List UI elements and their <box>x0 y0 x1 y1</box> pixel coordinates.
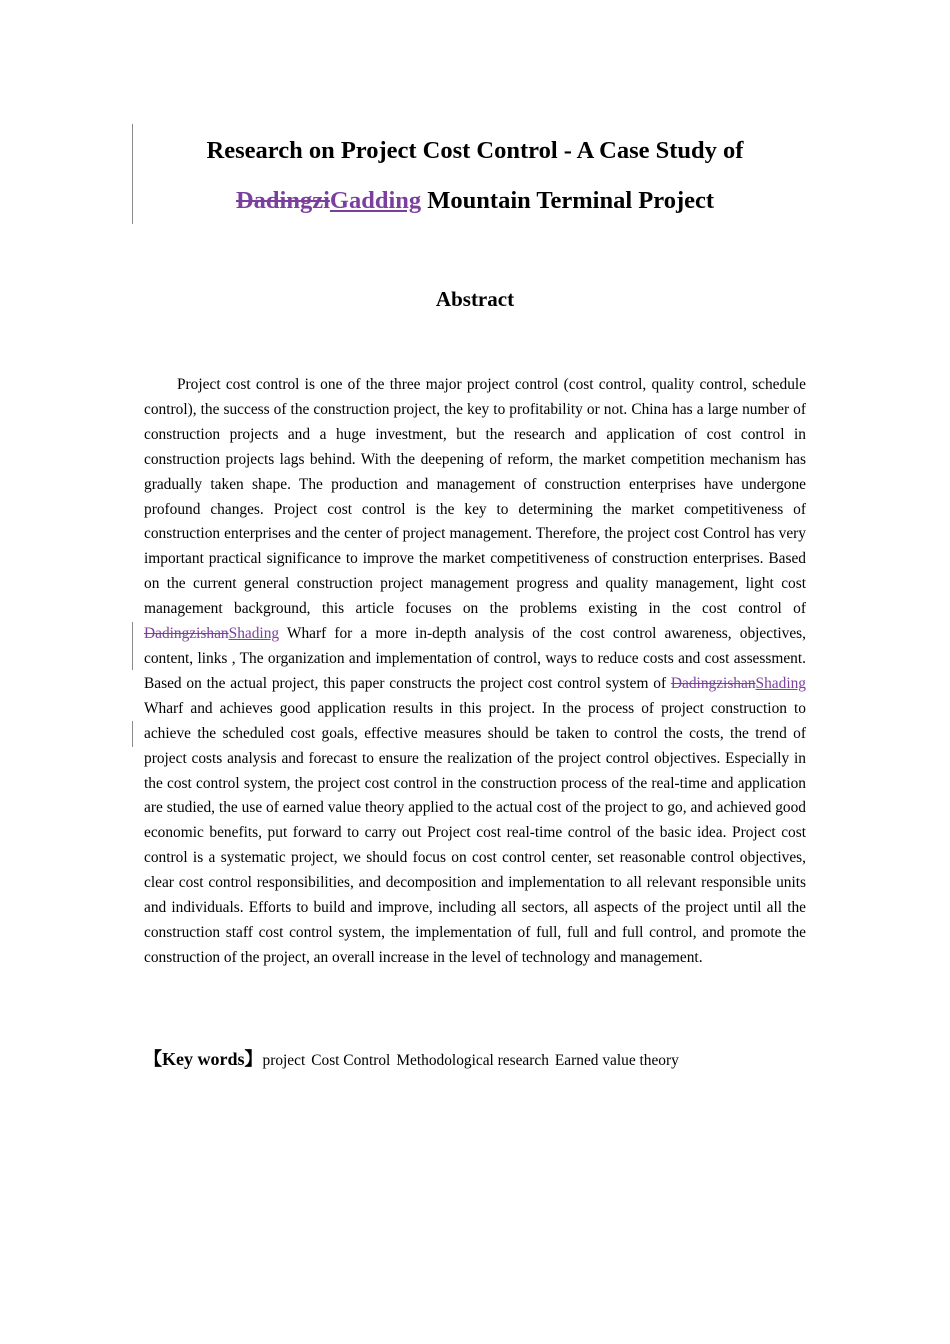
title-change-bar <box>132 124 133 224</box>
abstract-heading: Abstract <box>435 287 515 311</box>
paragraph-change-bar-2 <box>132 721 133 747</box>
keyword-item: project <box>262 1052 306 1069</box>
abstract-paragraph <box>144 373 806 971</box>
keyword-item: Methodological research <box>396 1052 549 1069</box>
title-inserted-text: Gadding <box>329 187 422 214</box>
keyword-item: Earned value theory <box>554 1052 679 1069</box>
abstract-text-segment-2: Wharf for a more in-depth analysis of the cost control awareness, objectives, content, links , The organization and implementation of control, ways to reduce costs and cost assessment. Based on the actual project, this paper constructs the project cost control system of <box>144 625 806 692</box>
inserted-text-1: Shading <box>228 625 280 643</box>
keyword-item: Cost Control <box>311 1052 391 1069</box>
abstract-text-segment-1: Project cost control is one of the three major project control (cost control, quality control, schedule control), the success of the construction project, the key to profitability or not. China has a large number of construction projects and a huge investment, but the research and application of cost control in construction projects lags behind. With the deepening of reform, the market competition mechanism has gradually taken shape. The production and management of construction enterprises have undergone profound changes. Project cost control is the key to determining the market competitiveness of construction enterprises and the center of project management. Therefore, the project cost Control has very important practical significance to improve the market competitiveness of construction enterprises. Based on the current general construction project management progress and quality management, light cost management background, this article focuses on the problems existing in the cost control of <box>144 376 806 618</box>
deleted-text-2: Dadingzishan <box>670 674 756 692</box>
document-title <box>144 126 806 226</box>
inserted-text-2: Shading <box>755 674 806 692</box>
title-line-2-rest: Mountain Terminal Project <box>421 187 715 214</box>
abstract-text-segment-3: Wharf and achieves good application results in this project. In the process of project construction to achieve the scheduled cost goals, effective measures should be taken to control the costs, the trend of project costs analysis and forecast to ensure the realization of the project control objectives. Especially in the cost control system, the project cost control in the construction process of the real-time and application are studied, the use of earned value theory applied to the actual cost of the project to go, and achieved good economic benefits, put forward to carry out Project cost real-time control of the basic idea. Project cost control is a systematic project, we should focus on cost control center, set reasonable control objectives, clear cost control responsibilities, and decomposition and implementation to all relevant responsible units and individuals. Efforts to build and improve, including all sectors, all aspects of the project until all the construction staff cost control system, the implementation of full, full and full control, and promote the construction of the project, an overall increase in the level of technology and management. <box>144 699 806 966</box>
keywords-line <box>144 1046 844 1074</box>
deleted-text-1: Dadingzishan <box>144 625 229 643</box>
keywords-label: 【Key words】 <box>144 1049 263 1069</box>
paragraph-change-bar-1 <box>132 622 133 670</box>
title-deleted-text: Dadingzi <box>235 187 330 214</box>
title-line-1: Research on Project Cost Control - A Case Study of <box>206 137 744 164</box>
